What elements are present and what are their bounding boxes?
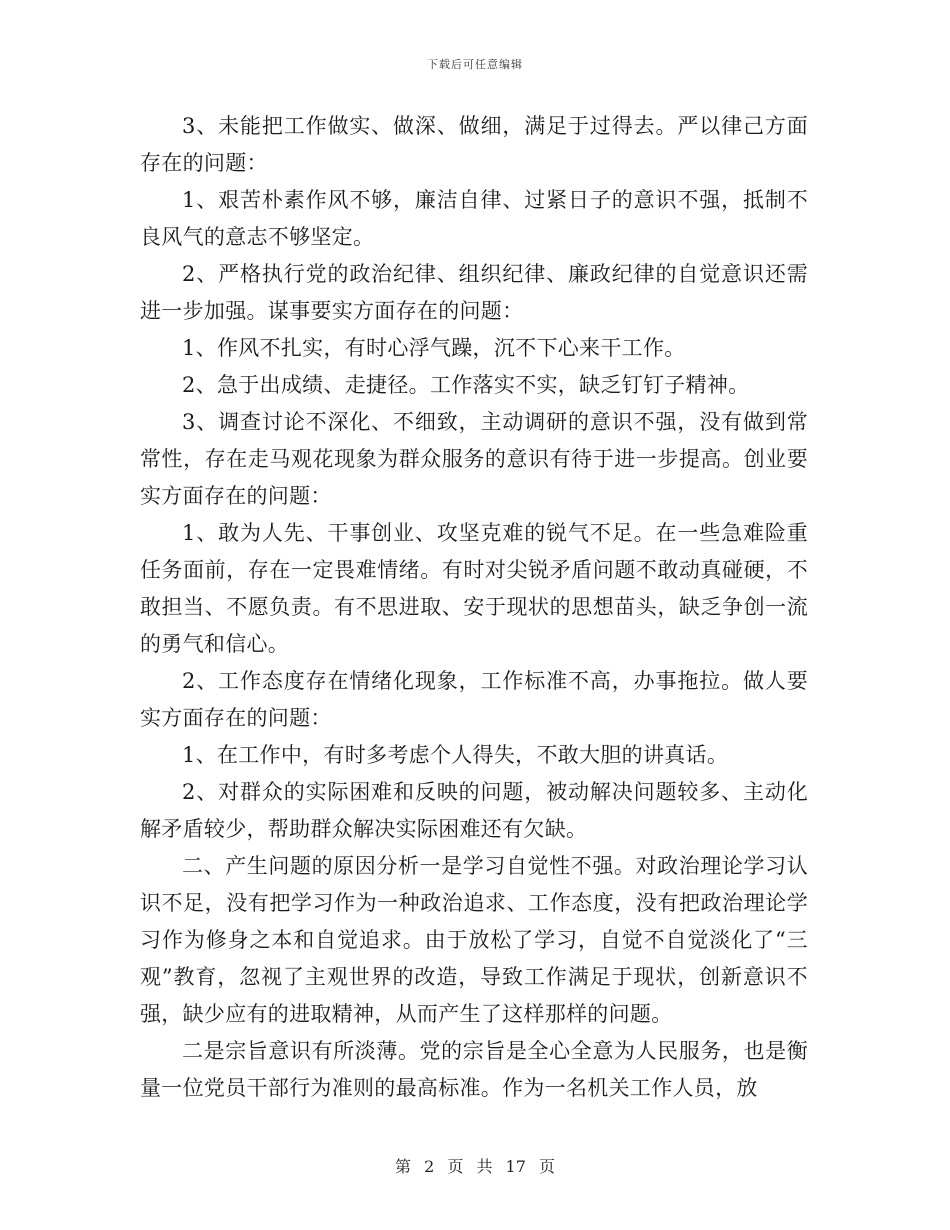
paragraph: 2、严格执行党的政治纪律、组织纪律、廉政纪律的自觉意识还需进一步加强。谋事要实方面存在的问题： [140, 262, 808, 323]
paragraph: 二、产生问题的原因分析一是学习自觉性不强。对政治理论学习认识不足，没有把学习作为一种政治追求、工作态度，没有把政治理论学习作为修身之本和自觉追求。由于放松了学习，自觉不自觉淡化了“三观”教育，忽视了主观世界的改造，导致工作满足于现状，创新意识不强，缺少应有的进取精神，从而产生了这样那样的问题。 [140, 854, 808, 1026]
paragraph: 1、敢为人先、干事创业、攻坚克难的锐气不足。在一些急难险重任务面前，存在一定畏难情绪。有时对尖锐矛盾问题不敢动真碰硬，不敢担当、不愿负责。有不思进取、安于现状的思想苗头，缺乏争创一流的勇气和信心。 [140, 521, 808, 656]
page-indicator: 第 2 页 共 17 页 [395, 1157, 555, 1176]
header-note: 下载后可任意编辑 [427, 58, 523, 71]
paragraph: 二是宗旨意识有所淡薄。党的宗旨是全心全意为人民服务，也是衡量一位党员干部行为准则的最高标准。作为一名机关工作人员，放 [140, 1039, 808, 1100]
paragraph: 2、工作态度存在情绪化现象，工作标准不高，办事拖拉。做人要实方面存在的问题： [140, 669, 808, 730]
paragraph: 1、艰苦朴素作风不够，廉洁自律、过紧日子的意识不强，抵制不良风气的意志不够坚定。 [140, 188, 808, 249]
paragraph: 1、在工作中，有时多考虑个人得失，不敢大胆的讲真话。 [182, 743, 729, 767]
paragraph: 2、急于出成绩、走捷径。工作落实不实，缺乏钉钉子精神。 [182, 373, 750, 397]
paragraph: 2、对群众的实际困难和反映的问题，被动解决问题较多、主动化解矛盾较少，帮助群众解决实际困难还有欠缺。 [140, 780, 808, 841]
document-body [140, 108, 808, 1107]
paragraph: 3、调查讨论不深化、不细致，主动调研的意识不强，没有做到常常性，存在走马观花现象为群众服务的意识有待于进一步提高。创业要实方面存在的问题： [140, 410, 808, 508]
paragraph: 3、未能把工作做实、做深、做细，满足于过得去。严以律己方面存在的问题： [140, 114, 808, 175]
paragraph: 1、作风不扎实，有时心浮气躁，沉不下心来干工作。 [182, 336, 686, 360]
